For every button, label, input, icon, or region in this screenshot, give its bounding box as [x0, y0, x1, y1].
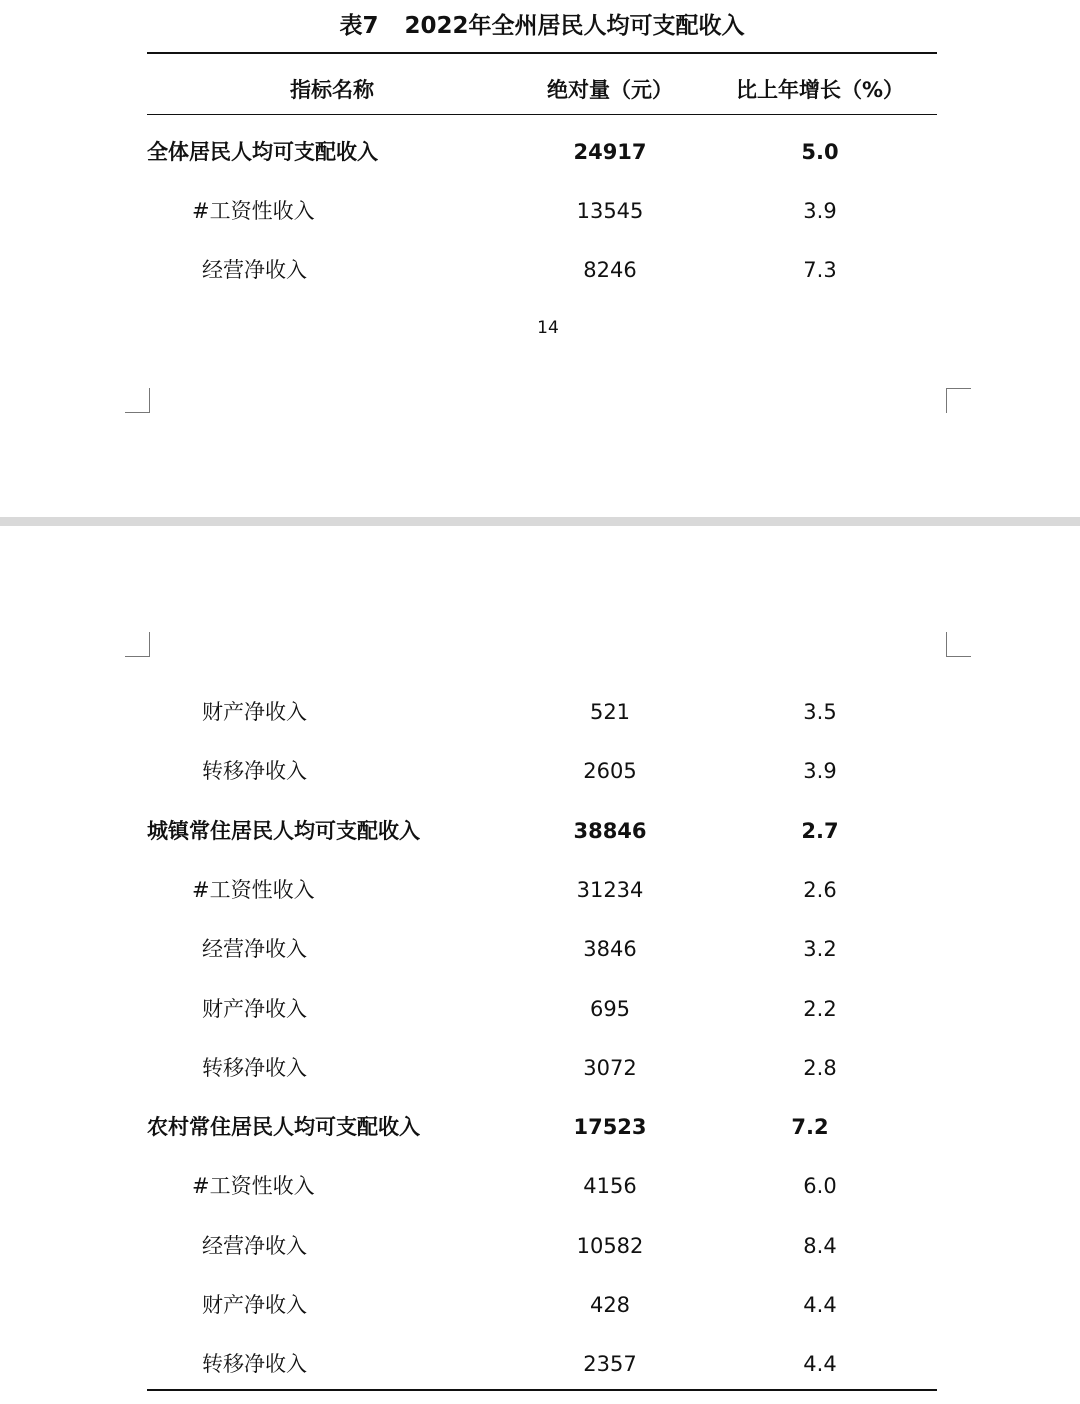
row-name: #工资性收入 — [192, 878, 315, 902]
table-row — [147, 811, 937, 851]
row-value: 695 — [589, 997, 631, 1021]
row-value: 24917 — [573, 140, 647, 164]
table-header-rule — [147, 114, 937, 115]
row-rate: 4.4 — [803, 1352, 837, 1376]
table-title-text: 2022年全州居民人均可支配收入 — [404, 13, 745, 39]
row-name: 经营净收入 — [202, 937, 307, 961]
page-number: 14 — [537, 318, 559, 338]
row-value: 13545 — [576, 199, 644, 223]
row-rate: 3.2 — [803, 937, 837, 961]
table-title-label: 表7 — [339, 13, 379, 39]
table-row — [147, 989, 937, 1029]
table-bottom-rule — [147, 1389, 937, 1391]
row-value: 17523 — [573, 1115, 647, 1139]
row-rate: 7.3 — [803, 258, 837, 282]
crop-mark-bottom-right — [946, 388, 971, 413]
row-value: 521 — [589, 700, 631, 724]
row-rate: 2.2 — [803, 997, 837, 1021]
row-name: 转移净收入 — [202, 759, 307, 783]
document-page-bottom — [0, 526, 1080, 1404]
row-rate: 7.2 — [791, 1115, 829, 1139]
row-value: 4156 — [583, 1174, 637, 1198]
row-name: #工资性收入 — [192, 1174, 315, 1198]
row-name: 农村常住居民人均可支配收入 — [147, 1115, 420, 1139]
table-row — [147, 751, 937, 791]
row-value: 8246 — [583, 258, 637, 282]
table-row — [147, 1166, 937, 1206]
table-header-row — [147, 70, 937, 110]
row-rate: 3.9 — [803, 759, 837, 783]
row-value: 31234 — [576, 878, 644, 902]
row-name: 财产净收入 — [202, 700, 307, 724]
row-rate: 4.4 — [803, 1293, 837, 1317]
row-name: 财产净收入 — [202, 1293, 307, 1317]
header-name: 指标名称 — [290, 78, 374, 102]
header-rate: 比上年增长（%） — [735, 78, 905, 102]
header-value: 绝对量（元） — [547, 78, 673, 102]
table-row — [147, 132, 937, 172]
row-rate: 3.9 — [803, 199, 837, 223]
table-row — [147, 250, 937, 290]
table-top-rule — [147, 52, 937, 54]
crop-mark-bottom-left — [125, 388, 150, 413]
table-row — [147, 692, 937, 732]
row-value: 3072 — [583, 1056, 637, 1080]
table-row — [147, 929, 937, 969]
row-name: #工资性收入 — [192, 199, 315, 223]
row-value: 428 — [589, 1293, 631, 1317]
row-name: 财产净收入 — [202, 997, 307, 1021]
row-rate: 3.5 — [803, 700, 837, 724]
row-name: 经营净收入 — [202, 258, 307, 282]
row-rate: 8.4 — [803, 1234, 837, 1258]
row-rate: 2.7 — [801, 819, 839, 843]
crop-mark-top-left — [125, 632, 150, 657]
row-rate: 2.8 — [803, 1056, 837, 1080]
row-value: 38846 — [573, 819, 647, 843]
row-rate: 5.0 — [801, 140, 839, 164]
row-name: 全体居民人均可支配收入 — [147, 140, 378, 164]
table-row — [147, 1285, 937, 1325]
row-value: 2357 — [583, 1352, 637, 1376]
row-value: 10582 — [576, 1234, 644, 1258]
row-rate: 6.0 — [803, 1174, 837, 1198]
row-name: 城镇常住居民人均可支配收入 — [147, 819, 420, 843]
table-title — [147, 8, 937, 44]
row-name: 转移净收入 — [202, 1056, 307, 1080]
page-separator — [0, 517, 1080, 526]
row-value: 2605 — [583, 759, 637, 783]
crop-mark-top-right — [946, 632, 971, 657]
table-row — [147, 1107, 937, 1147]
row-name: 经营净收入 — [202, 1234, 307, 1258]
row-rate: 2.6 — [803, 878, 837, 902]
table-row — [147, 1048, 937, 1088]
document-page-top — [0, 0, 1080, 517]
row-name: 转移净收入 — [202, 1352, 307, 1376]
table-row — [147, 870, 937, 910]
table-row — [147, 1344, 937, 1384]
table-row — [147, 1226, 937, 1266]
table-row — [147, 191, 937, 231]
row-value: 3846 — [583, 937, 637, 961]
